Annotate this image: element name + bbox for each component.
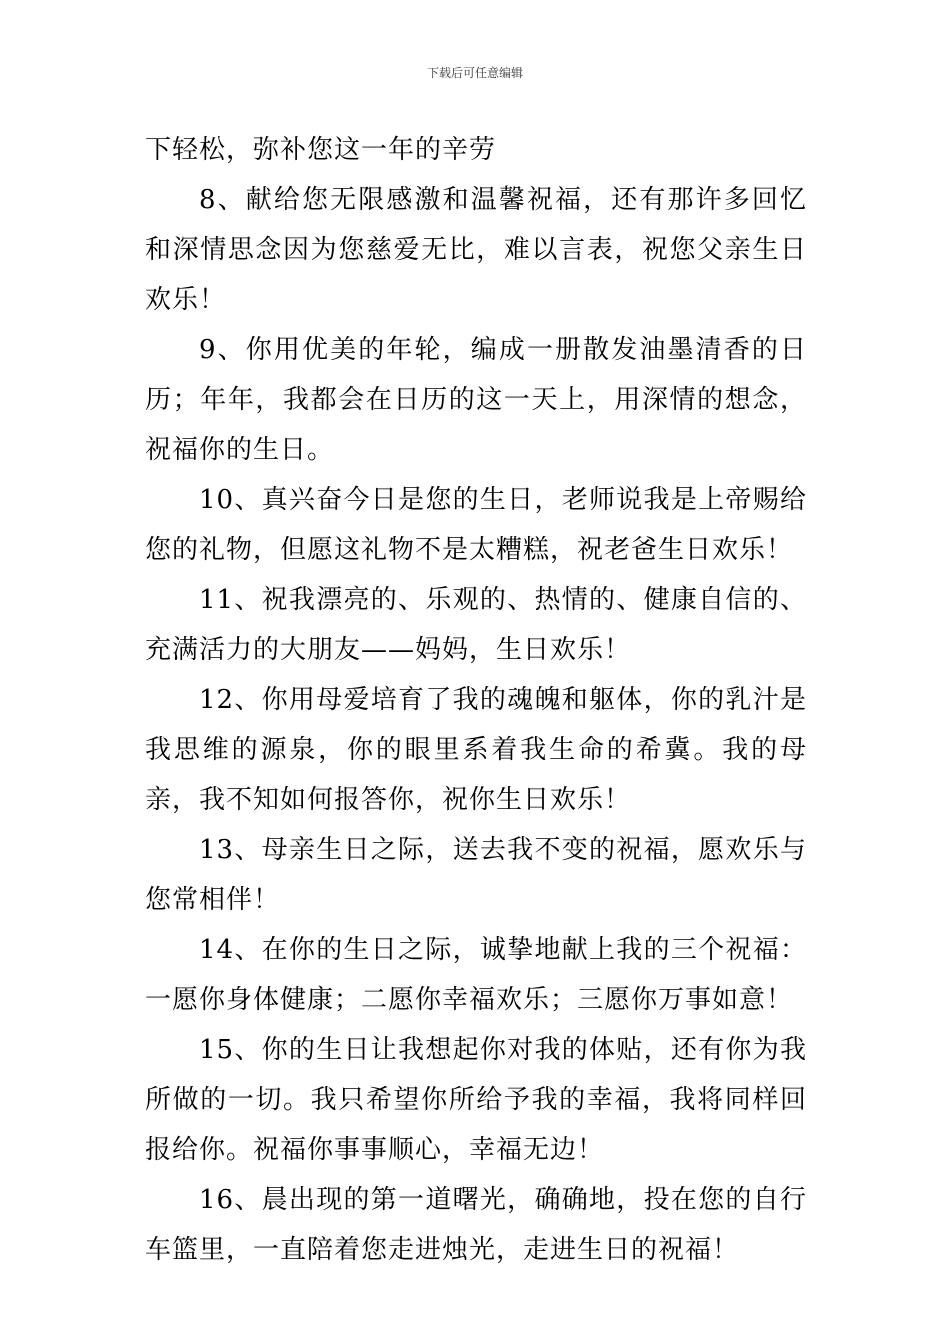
paragraph-item-11: 11、祝我漂亮的、乐观的、热情的、健康自信的、充满活力的大朋友——妈妈，生日欢乐！ [145,585,807,665]
paragraph-item-16: 16、晨出现的第一道曙光，确确地，投在您的自行车篮里，一直陪着您走进烛光，走进生日的祝福！ [145,1185,807,1265]
paragraph-item-14: 14、在你的生日之际，诚挚地献上我的三个祝福：一愿你身体健康；二愿你幸福欢乐；三愿你万事如意！ [145,935,807,1015]
paragraph-item-15: 15、你的生日让我想起你对我的体贴，还有你为我所做的一切。我只希望你所给予我的幸福，我将同样回报给你。祝福你事事顺心，幸福无边！ [145,1035,807,1165]
paragraph-continuation: 下轻松，弥补您这一年的辛劳 [145,135,497,165]
paragraph-item-9: 9、你用优美的年轮，编成一册散发油墨清香的日历；年年，我都会在日历的这一天上，用深情的想念，祝福你的生日。 [145,335,807,465]
page-header: 下载后可任意编辑 [426,66,523,80]
paragraph-item-12: 12、你用母爱培育了我的魂魄和躯体，你的乳汁是我思维的源泉，你的眼里系着我生命的希冀。我的母亲，我不知如何报答你，祝你生日欢乐！ [145,685,807,815]
paragraph-item-13: 13、母亲生日之际，送去我不变的祝福，愿欢乐与您常相伴！ [145,835,807,915]
document-body [145,125,807,1275]
paragraph-item-10: 10、真兴奋今日是您的生日，老师说我是上帝赐给您的礼物，但愿这礼物不是太糟糕，祝老爸生日欢乐！ [145,485,807,565]
paragraph-item-8: 8、献给您无限感激和温馨祝福，还有那许多回忆和深情思念因为您慈爱无比，难以言表，祝您父亲生日欢乐！ [145,185,807,315]
